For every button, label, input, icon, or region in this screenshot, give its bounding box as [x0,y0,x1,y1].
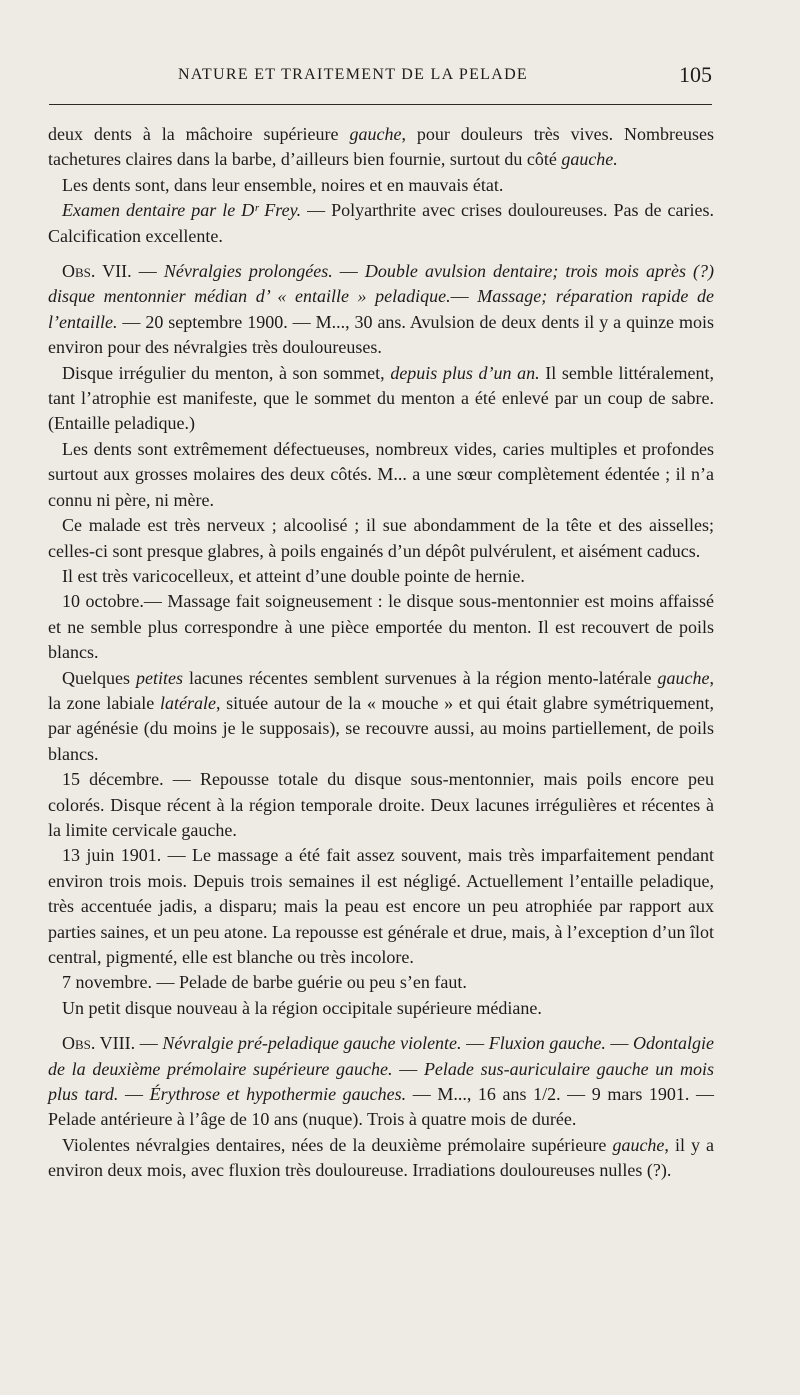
header-rule [49,104,712,105]
paragraph: Disque irrégulier du menton, à son sommet, depuis plus d’un an. Il semble littéralement, tant l’atrophie est manifeste, que le sommet du menton a été enlevé par un coup de sabre. (Entaille peladique.) [48,362,714,434]
paragraph-continuation: deux dents à la mâchoire supérieure gauche, pour douleurs très vives. Nombreuses tachetures claires dans la barbe, d’ailleurs bien fournie, surtout du côté gauche. [48,124,715,170]
paragraph: Quelques petites lacunes récentes semblent survenues à la région mento-latérale gauche, la zone labiale latérale, située autour de la « mouche » et qui était glabre symétriquement, par agénésie (du moins je le supposais), se recouvre aussi, au moins partiellement, de poils blancs. [48,667,715,764]
page-header [48,62,712,92]
paragraph: Examen dentaire par le Dʳ Frey. — Polyarthrite avec crises douloureuses. Pas de caries. Calcification excellente. [48,200,714,246]
paragraph: Violentes névralgies dentaires, nées de la deuxième prémolaire supérieure gauche, il y a environ deux mois, avec fluxion très douloureuse. Irradiations douloureuses nulles (?). [48,1134,714,1181]
observation-vii-heading: Obs. VII. — Névralgies prolongées. — Double avulsion dentaire; trois mois après (?) disque mentonnier médian d’ « entaille » peladique.— Massage; réparation rapide de l’entaille. — 20 septembre 1900. — M..., 30 ans. Avulsion de deux dents il y a quinze mois environ pour des névralgies très douloureuses. [48,261,715,358]
page-number: 105 [679,62,712,87]
paragraph: Il est très varicocelleux, et atteint d’une double pointe de hernie. [62,565,525,586]
page-body [48,122,714,1184]
paragraph: Les dents sont extrêmement défectueuses, nombreux vides, caries multiples et profondes surtout aux grosses molaires des deux côtés. M... a une sœur complètement édentée ; il n’a connu ni père, ni mère. [48,438,714,510]
paragraph: 10 octobre.— Massage fait soigneusement : le disque sous-mentonnier est moins affaissé et ne semble plus correspondre à une pièce emportée du menton. Il est recouvert de poils blancs. [48,591,714,663]
paragraph: Un petit disque nouveau à la région occipitale supérieure médiane. [62,997,542,1018]
observation-viii-heading: Obs. VIII. — Névralgie pré-peladique gauche violente. — Fluxion gauche. — Odontalgie de la deuxième prémolaire supérieure gauche. — Pelade sus-auriculaire gauche un mois plus tard. — Érythrose et hypothermie gauches. — M..., 16 ans 1/2. — 9 mars 1901. — Pelade antérieure à l’âge de 10 ans (nuque). Trois à quatre mois de durée. [48,1033,715,1130]
paragraph: 13 juin 1901. — Le massage a été fait assez souvent, mais très imparfaitement pendant environ trois mois. Depuis trois semaines il est négligé. Actuellement l’entaille peladique, très accentuée jadis, a disparu; mais la peau est encore un peu atrophiée par rapport aux parties saines, et un peu atone. La repousse est générale et drue, mais, à l’exception d’un îlot central, pigmenté, elle est blanche ou très incolore. [48,845,714,967]
running-title: NATURE ET TRAITEMENT DE LA PELADE [178,66,528,83]
paragraph: Ce malade est très nerveux ; alcoolisé ; il sue abondamment de la tête et des aisselles; celles-ci sont presque glabres, à poils engainés d’un dépôt pulvérulent, et aisément caducs. [48,515,714,561]
paragraph: 7 novembre. — Pelade de barbe guérie ou peu s’en faut. [62,972,467,993]
paragraph: 15 décembre. — Repousse totale du disque sous-mentonnier, mais poils encore peu colorés. Disque récent à la région temporale droite. Deux lacunes irrégulières et récentes à la limite cervicale gauche. [48,769,714,840]
paragraph: Les dents sont, dans leur ensemble, noires et en mauvais état. [62,174,504,195]
